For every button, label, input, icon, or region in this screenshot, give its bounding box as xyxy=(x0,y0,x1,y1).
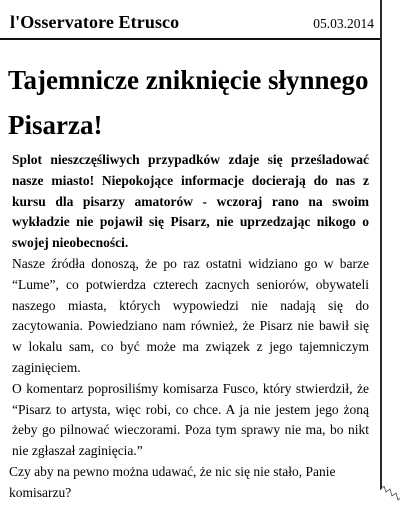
masthead-divider xyxy=(0,38,380,40)
article-lede: Splot nieszczęśliwych przypadków zdaje się prześladować nasze miasto! Niepokojące informacje docierają do nas z kursu dla pisarzy amatorów - wczoraj rano na swoim wykładzie nie pojawił się Pisarz, nie uprzedzając nikogo o swojej nieobecności. xyxy=(12,152,369,251)
newspaper-name: l'Osservatore Etrusco xyxy=(10,12,180,32)
issue-date: 05.03.2014 xyxy=(313,16,374,31)
article-paragraph: Nasze źródła donoszą, że po raz ostatni widziano go w barze “Lume”, co potwierdza czterech zacnych seniorów, obywateli naszego miasta, których wypowiedzi nie nadają się do zacytowania. Powiedziano nam również, że Pisarz nie bawił się w lokalu sam, co być może ma związek z jego tajemniczym zaginięciem. xyxy=(12,255,369,375)
page-edge-border xyxy=(380,0,382,490)
article-body xyxy=(9,150,369,504)
article-closing: Czy aby na pewno można udawać, że nic się nie stało, Panie komisarzu? xyxy=(9,463,336,500)
masthead xyxy=(10,10,376,36)
torn-page-corner xyxy=(380,486,400,509)
article-headline: Tajemnicze zniknięcie słynnego Pisarza! xyxy=(8,65,369,140)
article-paragraph: O komentarz poprosiliśmy komisarza Fusco, który stwierdził, że “Pisarz to artysta, więc robi, co chce. A ja nie jestem jego żoną żeby go pilnować wieczorami. Poza tym sprawy nie ma, bo nikt nie zgłaszał zaginięcia.” xyxy=(12,380,369,459)
